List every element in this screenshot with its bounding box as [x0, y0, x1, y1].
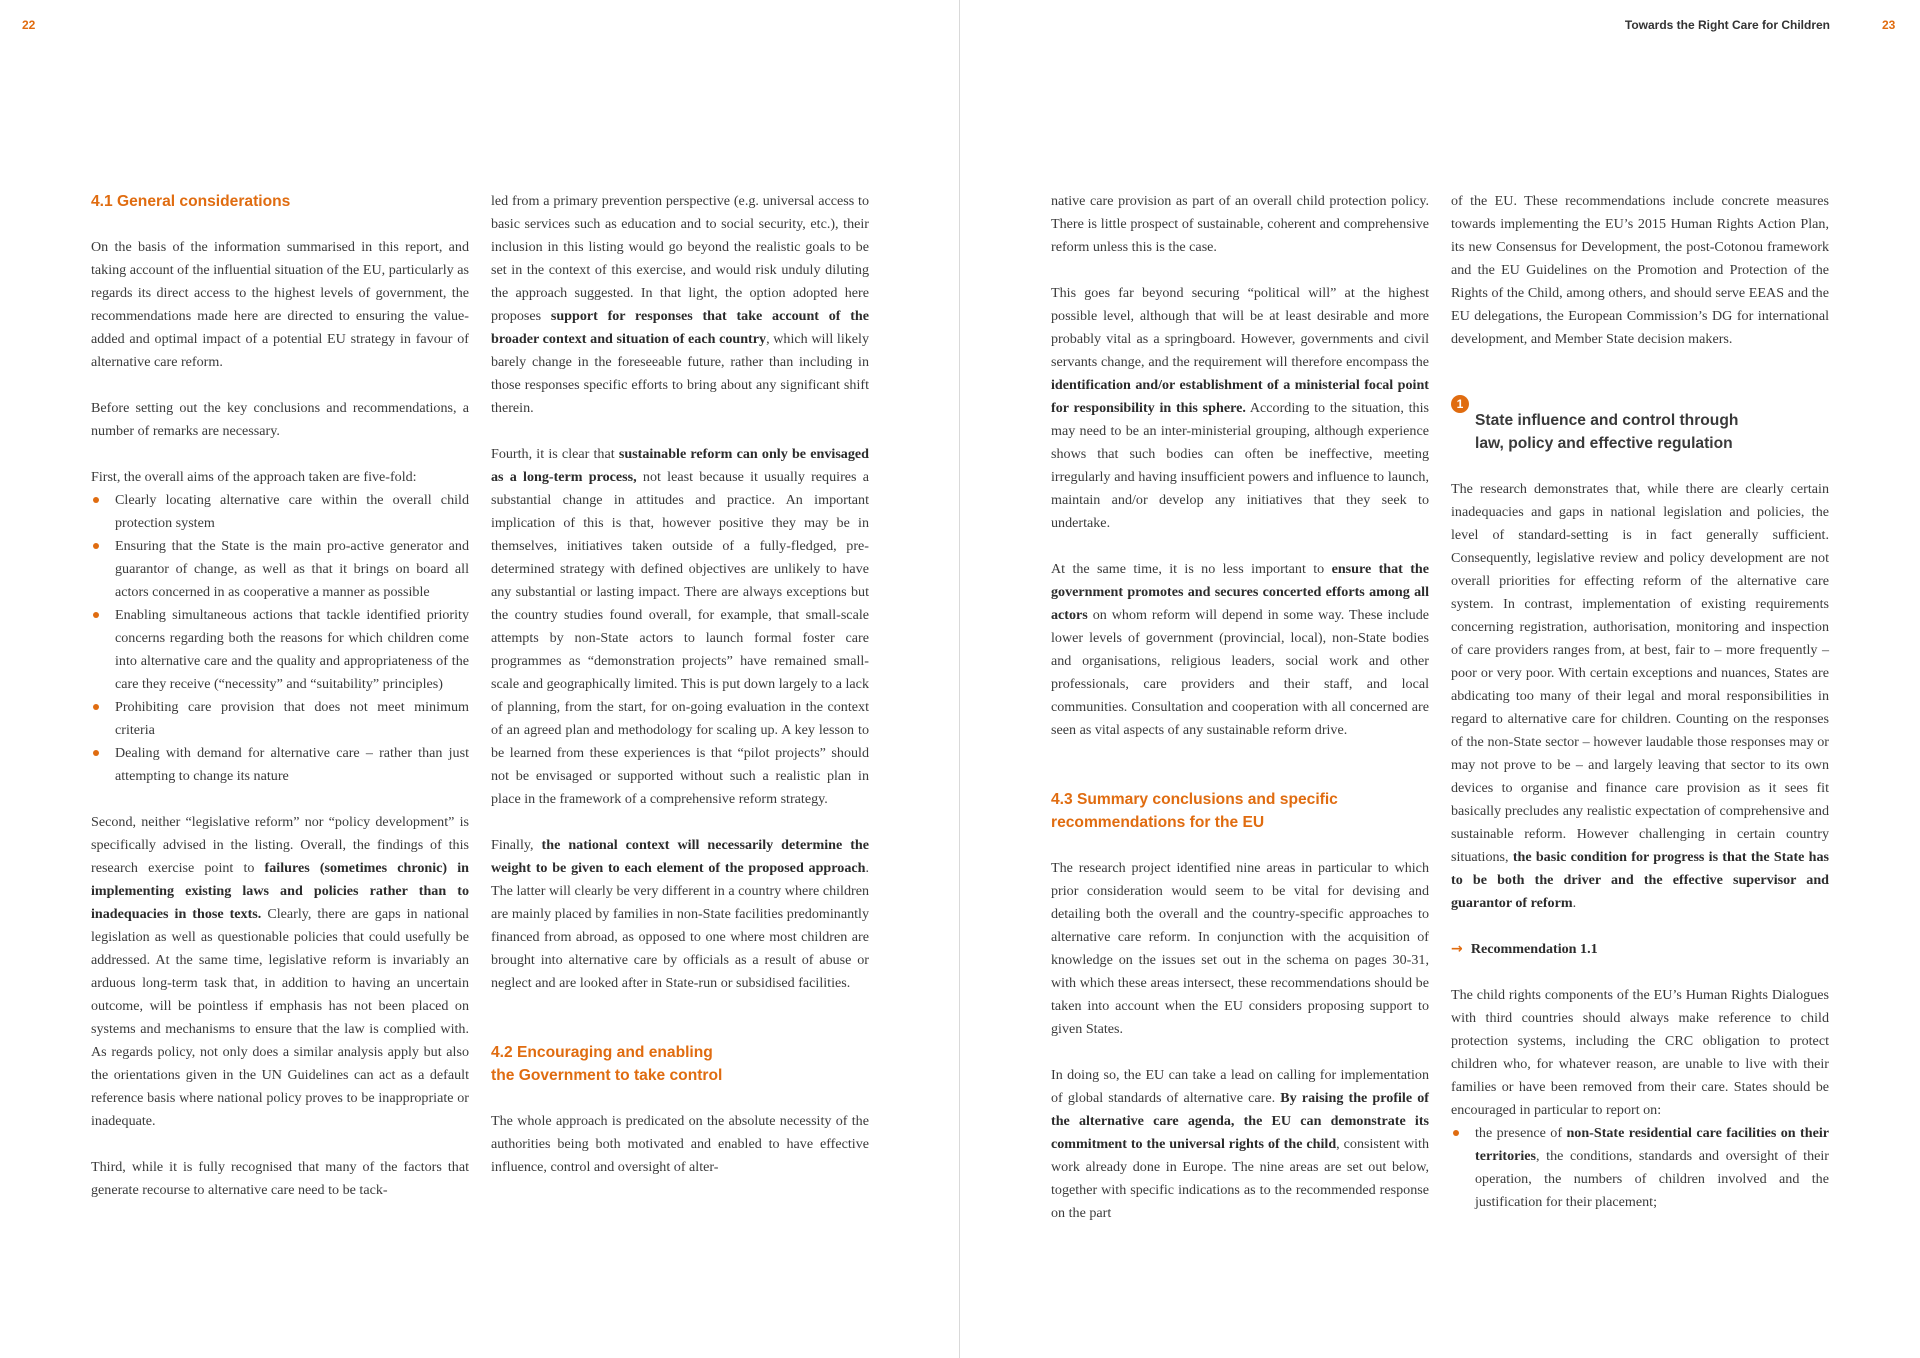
paragraph: The whole approach is predicated on the absolute necessity of the authorities being both motivated and enabled to have effective influence, control and oversight of alter- [491, 1113, 869, 1175]
list-item: Ensuring that the State is the main pro-active generator and guarantor of change, as well as that it brings on board all actors concerned in as cooperative a manner as possible [91, 535, 469, 604]
paragraph: First, the overall aims of the approach taken are five-fold: [91, 469, 417, 485]
page-spine-divider [959, 0, 960, 1358]
paragraph: On the basis of the information summarised in this report, and taking account of the influential situation of the EU, particularly as regards its direct access to the highest levels of government, the recommendations made here are directed to ensuring the value-added and optimal impact of a potential EU strategy in favour of alternative care reform. [91, 239, 469, 370]
section-heading-4-2: 4.2 Encouraging and enabling the Government to take control [491, 1044, 723, 1084]
emphasis-text: support for responses that take account of the broader context and situation of each country [491, 308, 869, 347]
emphasis-text: the national context will necessarily determine the weight to be given to each element of the proposed approach [491, 837, 869, 876]
paragraph: led from a primary prevention perspective (e.g. universal access to basic services such as education and to social security, etc.), their inclusion in this listing would go beyond the realistic goals to be set in the context of this exercise, and would risk unduly diluting the approach suggested. In that light, the option adopted here proposes support for responses that take account of the broader context and situation of each country, which will likely barely change in the foreseeable future, rather than including in those responses specific efforts to bring about any significant shift therein. [491, 193, 869, 416]
paragraph: Third, while it is fully recognised that many of the factors that generate recourse to alternative care need to be tack- [91, 1159, 469, 1198]
paragraph: This goes far beyond securing “political will” at the highest possible level, although that will be at least desirable and more probably vital as a springboard. However, governments and civil servants change, and the requirement will therefore encompass the identification and/or establishment of a ministerial focal point for responsibility in this sphere. According to the situation, this may need to be an inter-ministerial grouping, although experience shows that such bodies can often be ineffective, meeting irregularly and having insufficient powers and influence to launch, maintain and/or develop any initiatives that they seek to undertake. [1051, 285, 1429, 531]
running-head: Towards the Right Care for Children [1624, 18, 1830, 32]
paragraph: Fourth, it is clear that sustainable reform can only be envisaged as a long-term process, not least because it usually requires a substantial change in attitudes and practice. An important implication of this is that, however positive they may be in themselves, initiatives taken outside of a fully-fledged, pre-determined strategy with defined objectives are unlikely to have any substantial or lasting impact. There are always exceptions but the country studies found overall, for example, that small-scale attempts by non-State actors to launch formal foster care programmes as “demonstration projects” have remained small-scale and geographically limited. This is put down largely to a lack of planning, from the start, for on-going evaluation in the context of an agreed plan and methodology for scaling up. A key lesson to be learned from these experiences is that “pilot projects” should not be envisaged or supported without such a realistic plan in place in the framework of a comprehensive reform strategy. [491, 446, 869, 807]
list-item: Enabling simultaneous actions that tackle identified priority concerns regarding both the reasons for which children come into alternative care and the quality and appropriateness of the care they receive (“necessity” and “suitability” principles) [91, 604, 469, 696]
emphasis-text: identification and/or establishment of a ministerial focal point for responsibility in this sphere. [1051, 377, 1429, 416]
number-badge: 1 [1451, 395, 1469, 413]
section-heading-4-1: 4.1 General considerations [91, 193, 291, 210]
emphasis-text: the basic condition for progress is that the State has to be both the driver and the effective supervisor and guarantor of reform [1451, 849, 1830, 911]
paragraph: Second, neither “legislative reform” nor “policy development” is specifically advised in the listing. Overall, the findings of this research exercise point to failures (sometimes chronic) in implementing existing laws and policies rather than to inadequacies in those texts. Clearly, there are gaps in national legislation as well as questionable policies that could usefully be addressed. At the same time, legislative reform is invariably an arduous long-term task that, in addition to having an uncertain outcome, will be pointless if emphasis has not been placed on systems and mechanisms to ensure that the law is complied with. As regards policy, not only does a similar analysis apply but also the orientations given in the UN Guidelines can act as a default reference basis where national policy proves to be inappropriate or inadequate. [91, 814, 469, 1129]
paragraph: Before setting out the key conclusions and recommendations, a number of remarks are necessary. [91, 400, 469, 439]
subsection-header [1451, 397, 1829, 455]
arrow-right-icon: → [1451, 941, 1463, 957]
paragraph: The research demonstrates that, while there are clearly certain inadequacies and gaps in national legislation and policies, the level of standard-setting is in fact generally sufficient. Consequently, legislative review and policy development are not overall priorities for effecting reform of the alternative care system. In contrast, implementation of existing requirements concerning registration, authorisation, monitoring and inspection of care providers ranges from, at best, fair to – more frequently – poor or very poor. With certain exceptions and nuances, States are abdicating too many of their legal and moral responsibilities in regard to alternative care for children. Counting on the responses of the non-State sector – however laudable those responses may or may not prove to be – and largely leaving that sector to its own devices to organise and finance care provision as it sees fit basically precludes any realistic expectation of comprehensive and sustainable reform. However challenging in certain country situations, the basic condition for progress is that the State has to be both the driver and the effective supervisor and guarantor of reform. [1451, 481, 1830, 911]
paragraph: At the same time, it is no less important to ensure that the government promotes and secures concerted efforts among all actors on whom reform will depend in some way. These include lower levels of government (provincial, local), non-State bodies and organisations, religious leaders, social work and other professionals, care providers and their staff, and local communities. Consultation and cooperation with all concerned are seen as vital aspects of any sustainable reform drive. [1051, 561, 1429, 738]
paragraph: native care provision as part of an overall child protection policy. There is little prospect of sustainable, coherent and comprehensive reform unless this is the case. [1051, 193, 1429, 255]
list-item: the presence of non-State residential care facilities on their territories, the conditions, standards and oversight of their operation, the numbers of children involved and the justification for their placement; [1451, 1122, 1829, 1214]
recommendation-label: Recommendation 1.1 [1470, 941, 1598, 957]
paragraph: The child rights components of the EU’s Human Rights Dialogues with third countries should always make reference to child protection systems, including the CRC obligation to protect children who, for whatever reason, are unable to live with their families or have been removed from their care. States should be encouraged in particular to report on: [1451, 987, 1829, 1118]
right-column-1 [1051, 190, 1429, 1225]
paragraph: Finally, the national context will necessarily determine the weight to be given to each element of the proposed approach. The latter will clearly be very different in a country where children are mainly placed by families in non-State facilities predominantly financed from abroad, as opposed to one where most children are brought into alternative care by officials as a result of abuse or neglect and are looked after in State-run or subsidised facilities. [491, 837, 869, 991]
emphasis-text: ensure that the government promotes and secures concerted efforts among all actors [1051, 561, 1429, 623]
list-item: Prohibiting care provision that does not meet minimum criteria [91, 696, 469, 742]
emphasis-text: non-State residential care facilities on their territories [1475, 1125, 1829, 1164]
aims-bullet-list [91, 489, 469, 788]
report-bullet-list [1451, 1122, 1829, 1214]
left-page-number: 22 [22, 18, 36, 32]
emphasis-text: failures (sometimes chronic) in implementing existing laws and policies rather than to inadequacies in those texts. [91, 860, 469, 922]
paragraph: In doing so, the EU can take a lead on calling for implementation of global standards of alternative care. By raising the profile of the alternative care agenda, the EU can demonstrate its commitment to the universal rights of the child, consistent with work already done in Europe. The nine areas are set out below, together with specific indications as to the recommended response on the part [1051, 1067, 1430, 1221]
paragraph: The research project identified nine areas in particular to which prior consideration would seem to be vital for devising and detailing both the overall and the country-specific approaches to alternative care reform. In conjunction with the acquisition of knowledge on the issues set out in the schema on pages 30-31, with which these areas intersect, these recommendations should be taken into account when the EU considers proposing support to given States. [1051, 860, 1429, 1037]
right-column-2 [1451, 190, 1829, 1237]
section-heading-4-3: 4.3 Summary conclusions and specific recommendations for the EU [1051, 791, 1338, 831]
right-page-number: 23 [1882, 18, 1896, 32]
paragraph: of the EU. These recommendations include concrete measures towards implementing the EU’s 2015 Human Rights Action Plan, its new Consensus for Development, the post-Cotonou framework and the EU Guidelines on the Promotion and Protection of the Rights of the Child, among others, and should serve EEAS and the EU delegations, the European Commission’s DG for international development, and Member State decision makers. [1451, 193, 1829, 347]
list-item: Clearly locating alternative care within the overall child protection system [91, 489, 469, 535]
left-column-1 [91, 190, 469, 1202]
list-item: Dealing with demand for alternative care – rather than just attempting to change its nature [91, 742, 469, 788]
recommendation-heading [1451, 938, 1829, 961]
subsection-title: State influence and control through law, policy and effective regulation [1475, 412, 1739, 452]
emphasis-text: sustainable reform can only be envisaged as a long-term process, [491, 446, 869, 485]
emphasis-text: By raising the profile of the alternative care agenda, the EU can demonstrate its commitment to the universal rights of the child [1051, 1090, 1429, 1152]
left-column-2 [491, 190, 869, 1179]
